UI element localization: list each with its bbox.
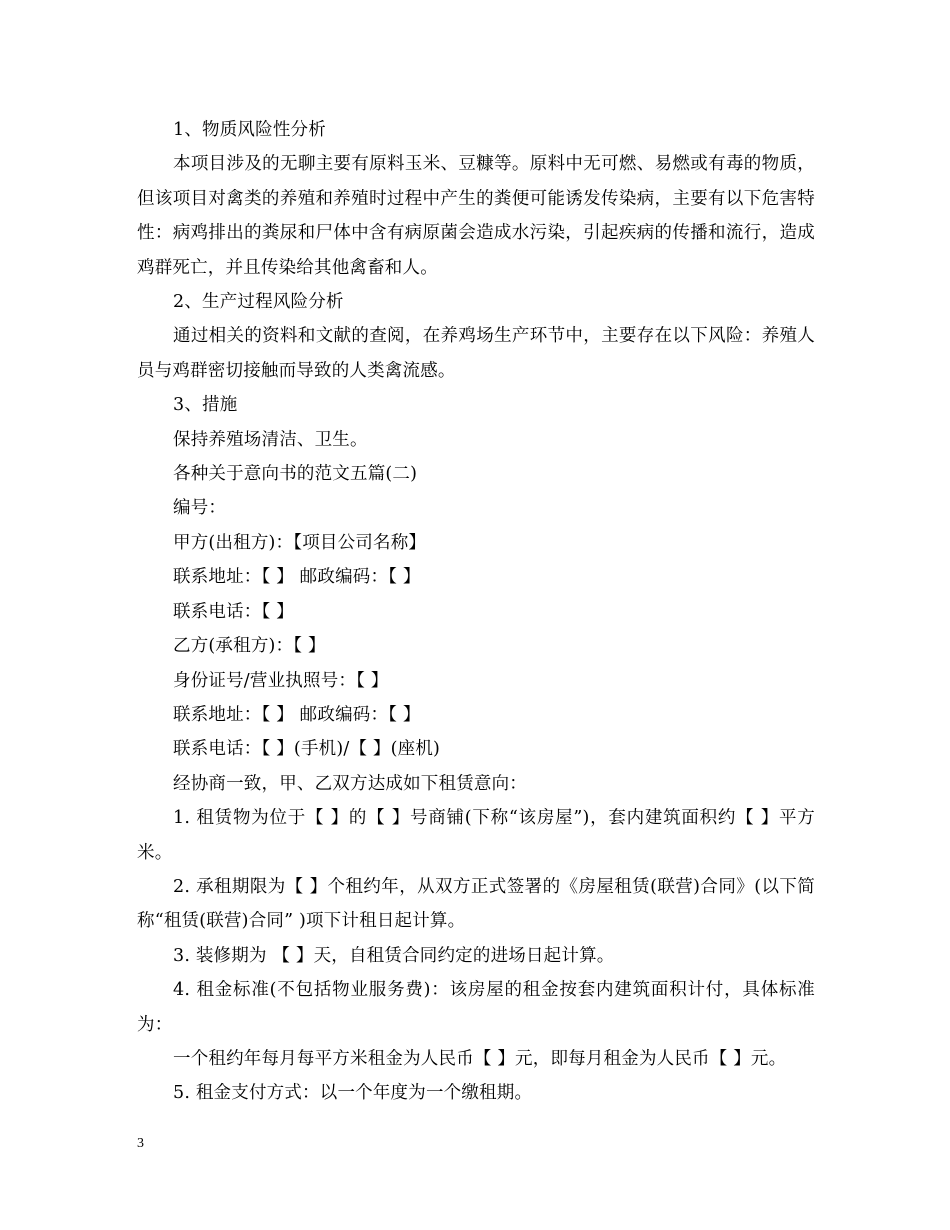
paragraph-material-risk: 本项目涉及的无聊主要有原料玉米、豆糠等。原料中无可燃、易燃或有毒的物质，但该项目对禽类的养殖和养殖时过程中产生的粪便可能诱发传染病，主要有以下危害特性：病鸡排出的粪尿和尸体中含有病原菌会造成水污染，引起疾病的传播和流行，造成鸡群死亡，并且传染给其他禽畜和人。 [137,154,815,278]
clause-2-term: 2. 承租期限为【 】个租约年，从双方正式签署的《房屋租赁(联营)合同》(以下简称“租赁(联营)合同” )项下计租日起计算。 [137,876,815,932]
clause-4-rent-standard: 4. 租金标准(不包括物业服务费)：该房屋的租金按套内建筑面积计付，具体标准为： [137,980,815,1035]
field-party-b-id: 身份证号/营业执照号：【 】 [173,670,389,691]
page-number: 3 [137,1136,144,1151]
field-party-a-phone: 联系电话：【 】 [173,601,294,622]
clause-3-fitout: 3. 装修期为 【 】天，自租赁合同约定的进场日起计算。 [173,945,615,966]
section-heading-material-risk: 1、物质风险性分析 [173,120,326,140]
document-subtitle: 各种关于意向书的范文五篇(二) [173,464,418,485]
field-party-b: 乙方(承租方)：【 】 [173,636,326,657]
paragraph-process-risk: 通过相关的资料和文献的查阅，在养鸡场生产环节中，主要存在以下风险：养殖人员与鸡群密切接触而导致的人类禽流感。 [137,326,815,381]
clause-1-premises: 1. 租赁物为位于【 】的【 】号商铺(下称“该房屋”)，套内建筑面积约【 】平方米。 [137,808,815,863]
clause-5-payment: 5. 租金支付方式：以一个年度为一个缴租期。 [173,1083,533,1104]
field-party-a: 甲方(出租方)：【项目公司名称】 [173,532,427,553]
paragraph-agreement-intro: 经协商一致，甲、乙双方达成如下租赁意向： [173,773,527,794]
section-heading-measures: 3、措施 [173,395,238,416]
field-party-b-address: 联系地址：【 】 邮政编码：【 】 [173,704,421,725]
field-serial-number: 编号： [173,498,227,519]
clause-4-rent-detail: 一个租约年每月每平方米租金为人民币【 】元，即每月租金为人民币【 】元。 [173,1048,787,1069]
field-party-b-phone: 联系电话：【 】(手机)/【 】(座机) [173,739,441,760]
section-heading-process-risk: 2、生产过程风险分析 [173,292,344,313]
field-party-a-address: 联系地址：【 】 邮政编码：【 】 [173,567,421,588]
document-body [137,113,815,1111]
paragraph-measures: 保持养殖场清洁、卫生。 [173,429,368,450]
